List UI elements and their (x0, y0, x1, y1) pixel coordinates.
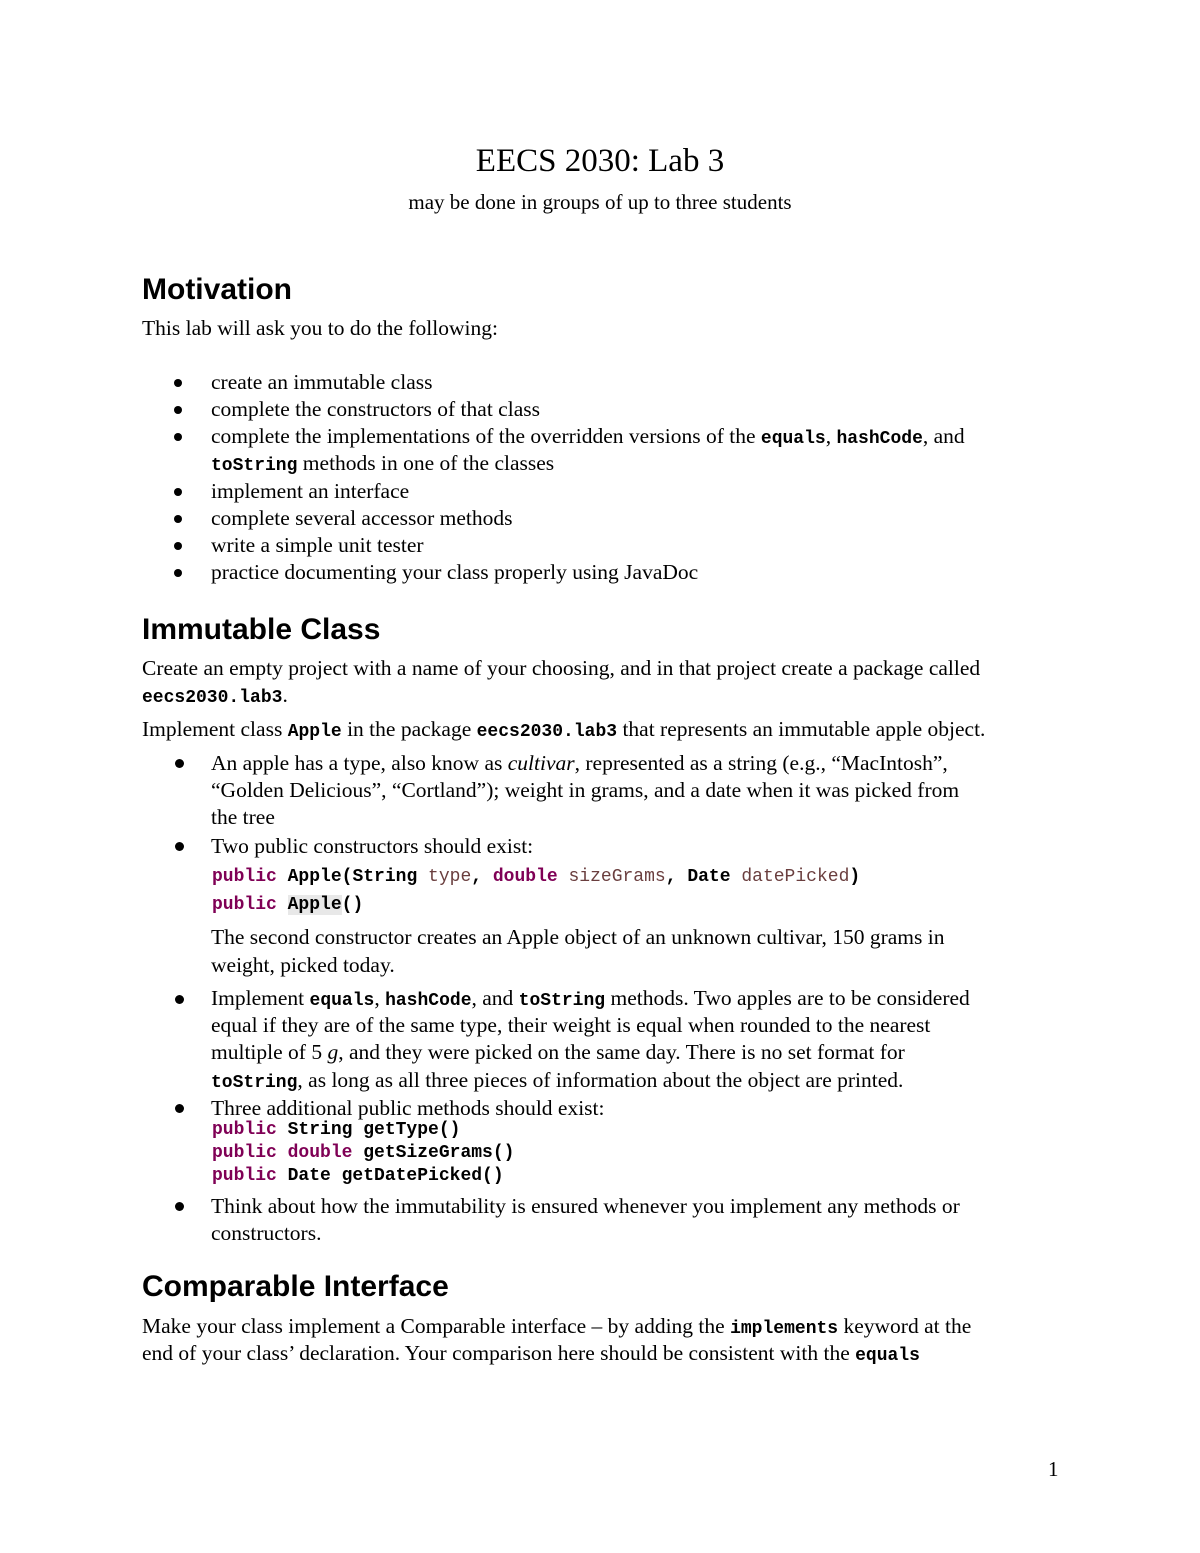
list-item-continuation: “Golden Delicious”, “Cortland”); weight in grams, and a date when it was picked from (211, 778, 960, 802)
motivation-intro: This lab will ask you to do the following: (142, 316, 498, 340)
section-heading-motivation: Motivation (142, 273, 292, 306)
code-keyword: public (212, 867, 277, 887)
code-text: String getType() (276, 1120, 461, 1140)
code-param: datePicked (730, 867, 850, 887)
code-apple: Apple (287, 722, 342, 742)
code-line-method-1 (212, 1119, 460, 1142)
list-item: Implement equals, hashCode, and toString methods. Two apples are to be considered (211, 986, 970, 1011)
document-subtitle: may be done in groups of up to three students (408, 190, 792, 214)
paragraph-line: The second constructor creates an Apple object of an unknown cultivar, 150 grams in (211, 925, 945, 949)
list-item-continuation (211, 450, 554, 480)
bullet (175, 995, 184, 1004)
page-number: 1 (1048, 1457, 1059, 1481)
paragraph-line: Create an empty project with a name of your choosing, and in that project create a package called (142, 656, 981, 680)
bullet (174, 542, 182, 550)
text: , and they were picked on the same day. There is no set format for (338, 1040, 905, 1064)
code-equals: equals (760, 429, 826, 449)
list-item-continuation (211, 1067, 903, 1097)
code-keyword: public (212, 1166, 277, 1186)
code-tostring: toString (211, 1073, 298, 1093)
code-package: eecs2030.lab3 (476, 722, 618, 742)
code-keyword: public (212, 895, 277, 915)
code-tostring: toString (211, 456, 298, 476)
list-item: complete the constructors of that class (211, 397, 540, 421)
code-line-method-3 (212, 1165, 504, 1188)
text: , represented as a string (e.g., “MacIntosh”, (574, 751, 948, 775)
list-item: create an immutable class (211, 370, 433, 394)
bullet (174, 379, 182, 387)
code-line-constructor-2 (212, 892, 363, 919)
paragraph-line: weight, picked today. (211, 953, 395, 977)
text: in the package (341, 717, 477, 741)
italic-text: cultivar (507, 751, 575, 775)
code-implements: implements (730, 1319, 839, 1339)
bullet (174, 433, 182, 441)
section-heading-immutable-class: Immutable Class (142, 613, 381, 646)
paragraph-line: eecs2030.lab3. (142, 683, 288, 708)
code-text: Date (687, 867, 731, 887)
code-keyword: public (212, 1120, 277, 1140)
code-text: Date getDatePicked() (276, 1166, 504, 1186)
list-item-text: methods in one of the classes (297, 451, 555, 475)
paragraph-line (142, 1340, 920, 1370)
bullet (175, 1104, 184, 1113)
code-keyword: public (212, 1143, 277, 1163)
paragraph-line (142, 716, 985, 746)
list-item-text: complete the implementations of the overridden versions of the (211, 424, 756, 448)
code-keyword: String (352, 867, 418, 887)
code-param: sizeGrams (557, 867, 666, 887)
list-item (211, 750, 948, 777)
code-keyword: double (492, 867, 558, 887)
list-item: practice documenting your class properly using JavaDoc (211, 560, 699, 584)
list-item: Three additional public methods should exist: (211, 1096, 605, 1120)
bullet (175, 842, 184, 851)
list-item-continuation: the tree (211, 805, 275, 829)
code-equals: equals (309, 991, 375, 1011)
code-hashcode: hashCode (836, 429, 923, 449)
text: An apple has a type, also know as (211, 751, 508, 775)
text: , as long as all three pieces of information about the object are printed. (297, 1068, 904, 1092)
list-item: complete the implementations of the overridden versions of the equals, hashCode, and (211, 424, 965, 449)
list-item-continuation: equal if they are of the same type, their weight is equal when rounded to the nearest (211, 1013, 931, 1037)
bullet (175, 1202, 184, 1211)
list-item: complete several accessor methods (211, 506, 513, 530)
code-text: () (341, 895, 364, 915)
code-text: getSizeGrams() (352, 1143, 515, 1163)
bullet (174, 406, 182, 414)
text: multiple of 5 (211, 1040, 328, 1064)
code-equals: equals (855, 1346, 920, 1366)
code-text: Apple (287, 895, 342, 915)
text: Implement class (142, 717, 288, 741)
text: methods. Two apples are to be considered (605, 986, 970, 1010)
bullet (174, 515, 182, 523)
text: Implement (211, 986, 310, 1010)
code-hashcode: hashCode (385, 991, 472, 1011)
bullet (174, 569, 182, 577)
code-tostring: toString (518, 991, 606, 1011)
code-keyword: double (276, 1143, 353, 1163)
text: that represents an immutable apple object. (617, 717, 986, 741)
section-heading-comparable-interface: Comparable Interface (142, 1270, 449, 1303)
code-text: Apple( (276, 867, 353, 887)
bullet (174, 488, 182, 496)
list-item-continuation: constructors. (211, 1221, 322, 1245)
list-item: Two public constructors should exist: (211, 834, 534, 858)
list-item-text: , and (922, 424, 965, 448)
italic-text: g (327, 1040, 339, 1064)
text: Make your class implement a Comparable interface – by adding the (142, 1314, 731, 1338)
text: end of your class’ declaration. Your comparison here should be consistent with the (142, 1341, 856, 1365)
text: keyword at the (838, 1314, 972, 1338)
code-param: type (417, 867, 472, 887)
list-item: write a simple unit tester (211, 533, 424, 557)
code-line-method-2 (212, 1142, 514, 1165)
paragraph-line (142, 1313, 971, 1343)
code-package: eecs2030.lab3 (142, 688, 283, 708)
list-item-continuation (211, 1039, 905, 1066)
document-title: EECS 2030: Lab 3 (475, 143, 725, 179)
code-line-constructor-1: public Apple(String type, double sizeGrams, Date datePicked) (212, 867, 861, 887)
text: , and (471, 986, 519, 1010)
bullet (175, 759, 184, 768)
list-item: Think about how the immutability is ensured whenever you implement any methods or (211, 1194, 960, 1218)
list-item: implement an interface (211, 479, 410, 503)
